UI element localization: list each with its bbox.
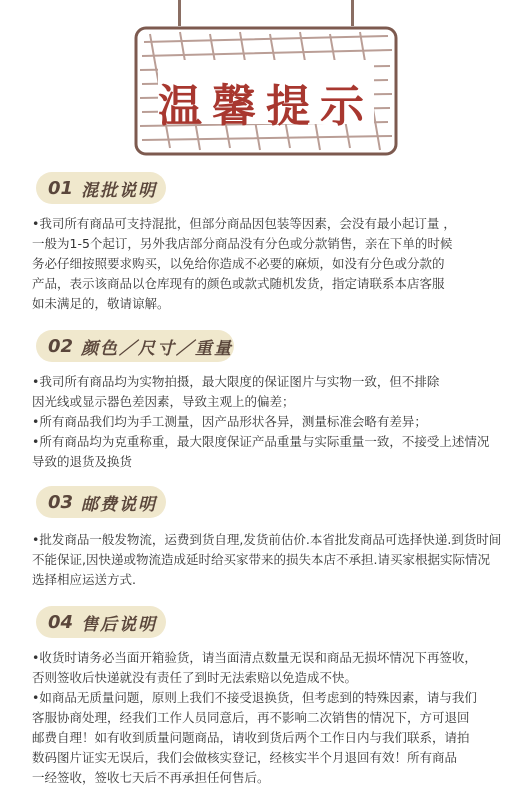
section-heading-04 [36, 606, 166, 638]
text-line: 一经签收，签收七天后不再承担任何售后。 [32, 770, 270, 785]
text-line: 数码图片证实无误后，我们会做核实登记，经核实半个月退回有效！所有商品 [32, 750, 458, 765]
text-line: 务必仔细按照要求购买，以免给你造成不必要的麻烦，如没有分色或分款的 [32, 256, 445, 271]
section-body-03 [32, 530, 502, 590]
section-heading-03 [36, 486, 166, 518]
text-line: •我司所有商品均为实物拍摄，最大限度的保证图片与实物一致，但不排除 [32, 374, 440, 389]
section-body-01 [32, 214, 502, 314]
header [0, 0, 532, 180]
text-line: •所有商品我们均为手工测量，因产品形状各异，测量标准会略有差异； [32, 414, 427, 429]
text-line: 导致的退货及换货 [32, 454, 133, 469]
section-body-04 [32, 648, 502, 788]
section-number: 01 [48, 177, 74, 199]
text-line: 如未满足的，敬请谅解。 [32, 296, 170, 311]
text-line: 客服协商处理，经我们工作人员同意后，再不影响二次销售的情况下，方可退回 [32, 710, 470, 725]
text-line: 一般为1-5个起订，另外我店部分商品没有分色或分款销售，亲在下单的时候 [32, 236, 453, 251]
page-title: 温馨提示 [158, 81, 374, 132]
text-line: 邮费自理！如有收到质量问题商品，请收到货后两个工作日内与我们联系，请拍 [32, 730, 470, 745]
text-line: 不能保证,因快递或物流造成延时给买家带来的损失本店不承担.请买家根据实际情况 [32, 552, 490, 567]
section-body-02 [32, 372, 502, 472]
section-heading-01 [36, 172, 166, 204]
section-title: 颜色／尺寸／重量 [81, 338, 234, 359]
section-title: 邮费说明 [81, 494, 158, 515]
section-number: 03 [48, 491, 74, 513]
text-line: •我司所有商品可支持混批，但部分商品因包装等因素，会没有最小起订量 ， [32, 216, 456, 231]
title-tag [130, 22, 402, 160]
section-title: 售后说明 [81, 614, 158, 635]
text-line: •所有商品均为克重称重，最大限度保证产品重量与实际重量一致，不接受上述情况 [32, 434, 490, 449]
text-line: •如商品无质量问题，原则上我们不接受退换货，但考虑到的特殊因素，请与我们 [32, 690, 477, 705]
text-line: 选择相应运送方式. [32, 572, 136, 587]
section-number: 02 [48, 335, 74, 357]
section-title: 混批说明 [81, 180, 158, 201]
section-heading-02 [36, 330, 234, 362]
text-line: •收货时请务必当面开箱验货，请当面清点数量无误和商品无损坏情况下再签收， [32, 650, 477, 665]
text-line: 因光线或显示器色差因素，导致主观上的偏差； [32, 394, 295, 409]
text-line: 否则签收后快递就没有责任了到时无法索赔以免造成不快。 [32, 670, 358, 685]
section-number: 04 [48, 611, 74, 633]
text-line: •批发商品一般发物流，运费到货自理,发货前估价.本省批发商品可选择快递.到货时间 [32, 532, 502, 547]
text-line: 产品，表示该商品以仓库现有的颜色或款式随机发货，指定请联系本店客服 [32, 276, 445, 291]
